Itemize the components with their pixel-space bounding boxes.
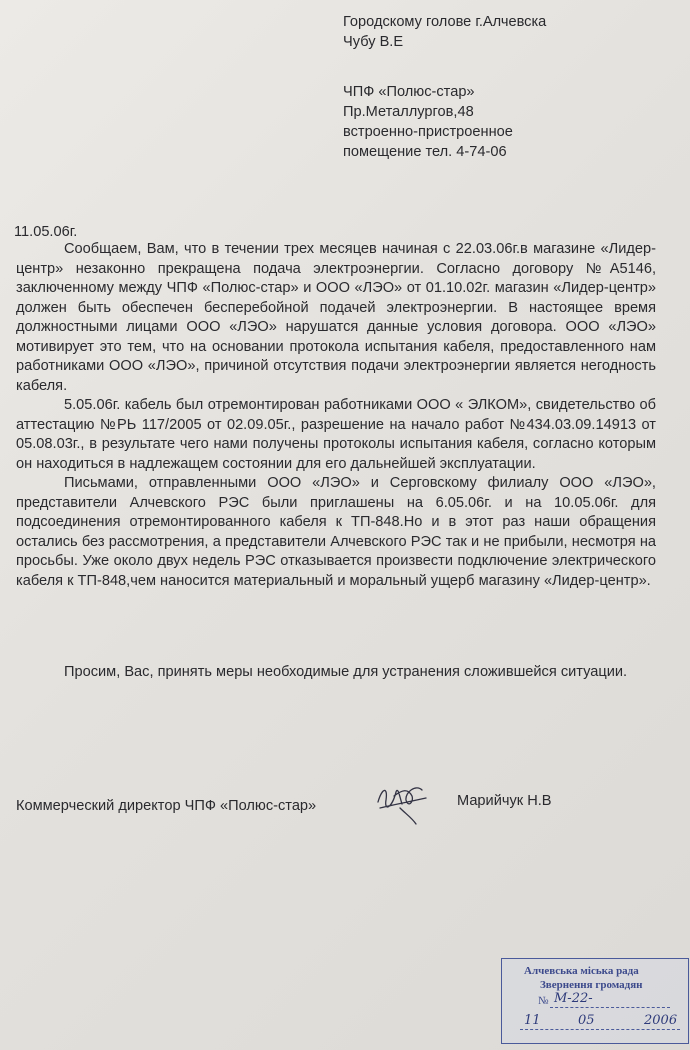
stamp-month: 05 xyxy=(578,1013,595,1028)
letter-date: 11.05.06г. xyxy=(14,224,78,240)
sender-line-4: помещение тел. 4-74-06 xyxy=(343,144,507,160)
sender-line-2: Пр.Металлургов,48 xyxy=(343,104,474,120)
stamp-number: М-22- xyxy=(554,991,593,1006)
recipient-block xyxy=(343,12,546,52)
signatory-role: Коммерческий директор ЧПФ «Полюс-стар» xyxy=(16,798,317,814)
handwritten-signature xyxy=(372,778,432,828)
stamp-line-2: Звернення громадян xyxy=(540,979,643,991)
letter-body xyxy=(16,240,656,591)
sender-line-1: ЧПФ «Полюс-стар» xyxy=(343,84,475,100)
recipient-line-2: Чубу В.Е xyxy=(343,34,404,50)
stamp-day: 11 xyxy=(524,1013,541,1028)
sender-block xyxy=(343,82,513,162)
request-paragraph: Просим, Вас, принять меры необходимые для устранения сложившейся ситуации. xyxy=(64,664,628,680)
paragraph-3: Письмами, отправленными ООО «ЛЭО» и Серговскому филиалу ООО «ЛЭО», представители Алчевского РЭС были приглашены на 6.05.06г. и на 10.05.06г. для подсоединения отремонтированного кабеля к ТП-848.Но и в этот раз наши обращения остались без рассмотрения, а представители Алчевского РЭС так и не прибыли, несмотря на просьбы. Уже около двух недель РЭС отказывается произвести подключение электрического кабеля к ТП-848,чем наносится материальный и моральный ущерб магазину «Лидер-центр». xyxy=(16,475,656,589)
stamp-year: 2006 xyxy=(644,1013,678,1028)
request-block xyxy=(16,662,656,683)
stamp-number-line xyxy=(550,1007,670,1008)
stamp-line-1: Алчевська міська рада xyxy=(524,965,639,977)
recipient-line-1: Городскому голове г.Алчевска xyxy=(343,14,547,30)
sender-line-3: встроенно-пристроенное xyxy=(343,124,513,140)
registration-stamp xyxy=(501,958,689,1044)
stamp-number-prefix: № xyxy=(538,995,549,1007)
paragraph-2: 5.05.06г. кабель был отремонтирован работниками ООО « ЭЛКОМ», свидетельство об аттестацию №РЬ 117/2005 от 02.09.05г., разрешение на начало работ №434.03.09.14913 от 05.08.03г., в результате чего нами получены протоколы испытания кабеля, согласно которым он находиться в надлежащем состоянии для его дальнейшей эксплуатации. xyxy=(16,397,656,472)
stamp-date-line xyxy=(520,1029,680,1030)
signatory-name: Марийчук Н.В xyxy=(457,793,552,809)
paragraph-1: Сообщаем, Вам, что в течении трех месяцев начиная с 22.03.06г.в магазине «Лидер-центр» незаконно прекращена подача электроэнергии. Согласно договору №А5146, заключенному между ЧПФ «Полюс-стар» и ООО «ЛЭО» от 01.10.02г. магазин «Лидер-центр» должен быть обеспечен бесперебойной подачей электроэнергии. В настоящее время должностными лицами ООО «ЛЭО» нарушатся данные условия договора. ООО «ЛЭО» мотивирует это тем, что на основании протокола испытания кабеля, предоставленного нам работниками ООО «ЛЭО», причиной отсутствия подачи электроэнергии является негодность кабеля. xyxy=(16,241,656,394)
